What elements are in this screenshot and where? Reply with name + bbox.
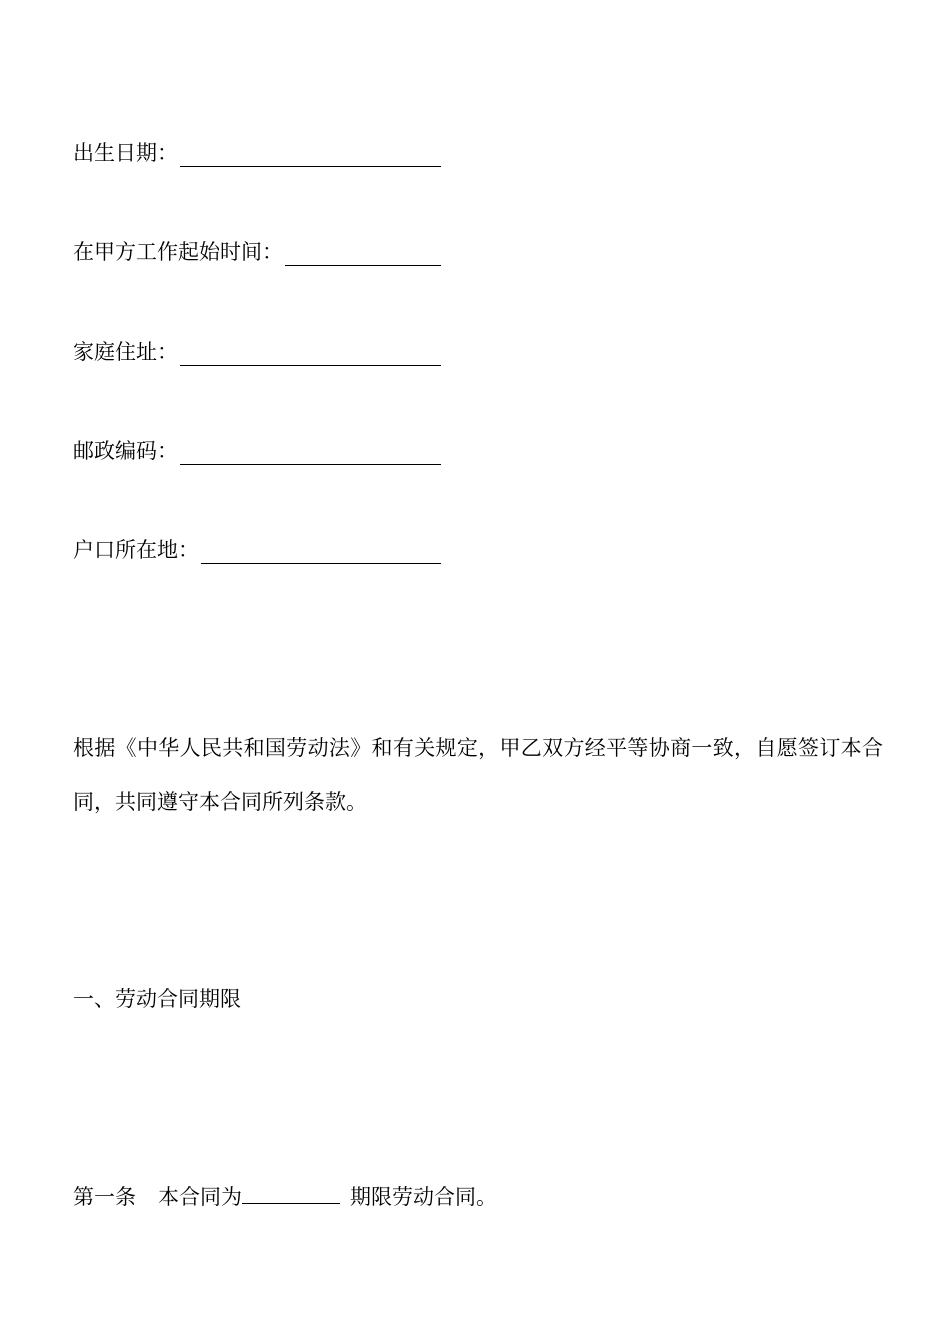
field-label: 出生日期： bbox=[73, 141, 178, 165]
birth-date-field bbox=[73, 139, 441, 167]
field-label: 户口所在地： bbox=[73, 538, 199, 562]
preamble-paragraph: 根据《中华人民共和国劳动法》和有关规定，甲乙双方经平等协商一致，自愿签订本合同，共同遵守本合同所列条款。 bbox=[73, 736, 883, 814]
fill-in-blank[interactable] bbox=[180, 343, 441, 366]
article-1 bbox=[73, 1183, 497, 1211]
employment-start-field bbox=[73, 238, 441, 266]
postal-code-field bbox=[73, 437, 441, 465]
article-number: 第一条 bbox=[73, 1185, 136, 1209]
fill-in-blank[interactable] bbox=[180, 144, 441, 167]
home-address-field bbox=[73, 338, 441, 366]
field-label: 家庭住址： bbox=[73, 340, 178, 364]
article-text-before: 本合同为 bbox=[158, 1185, 242, 1209]
field-label: 邮政编码： bbox=[73, 439, 178, 463]
fill-in-blank[interactable] bbox=[201, 541, 441, 564]
article-text-after: 期限劳动合同。 bbox=[350, 1185, 497, 1209]
fill-in-blank[interactable] bbox=[180, 442, 441, 465]
household-registration-field bbox=[73, 536, 441, 564]
fill-in-blank[interactable] bbox=[242, 1183, 340, 1204]
section-heading: 一、劳动合同期限 bbox=[73, 987, 241, 1011]
fill-in-blank[interactable] bbox=[285, 243, 441, 266]
field-label: 在甲方工作起始时间： bbox=[73, 240, 283, 264]
